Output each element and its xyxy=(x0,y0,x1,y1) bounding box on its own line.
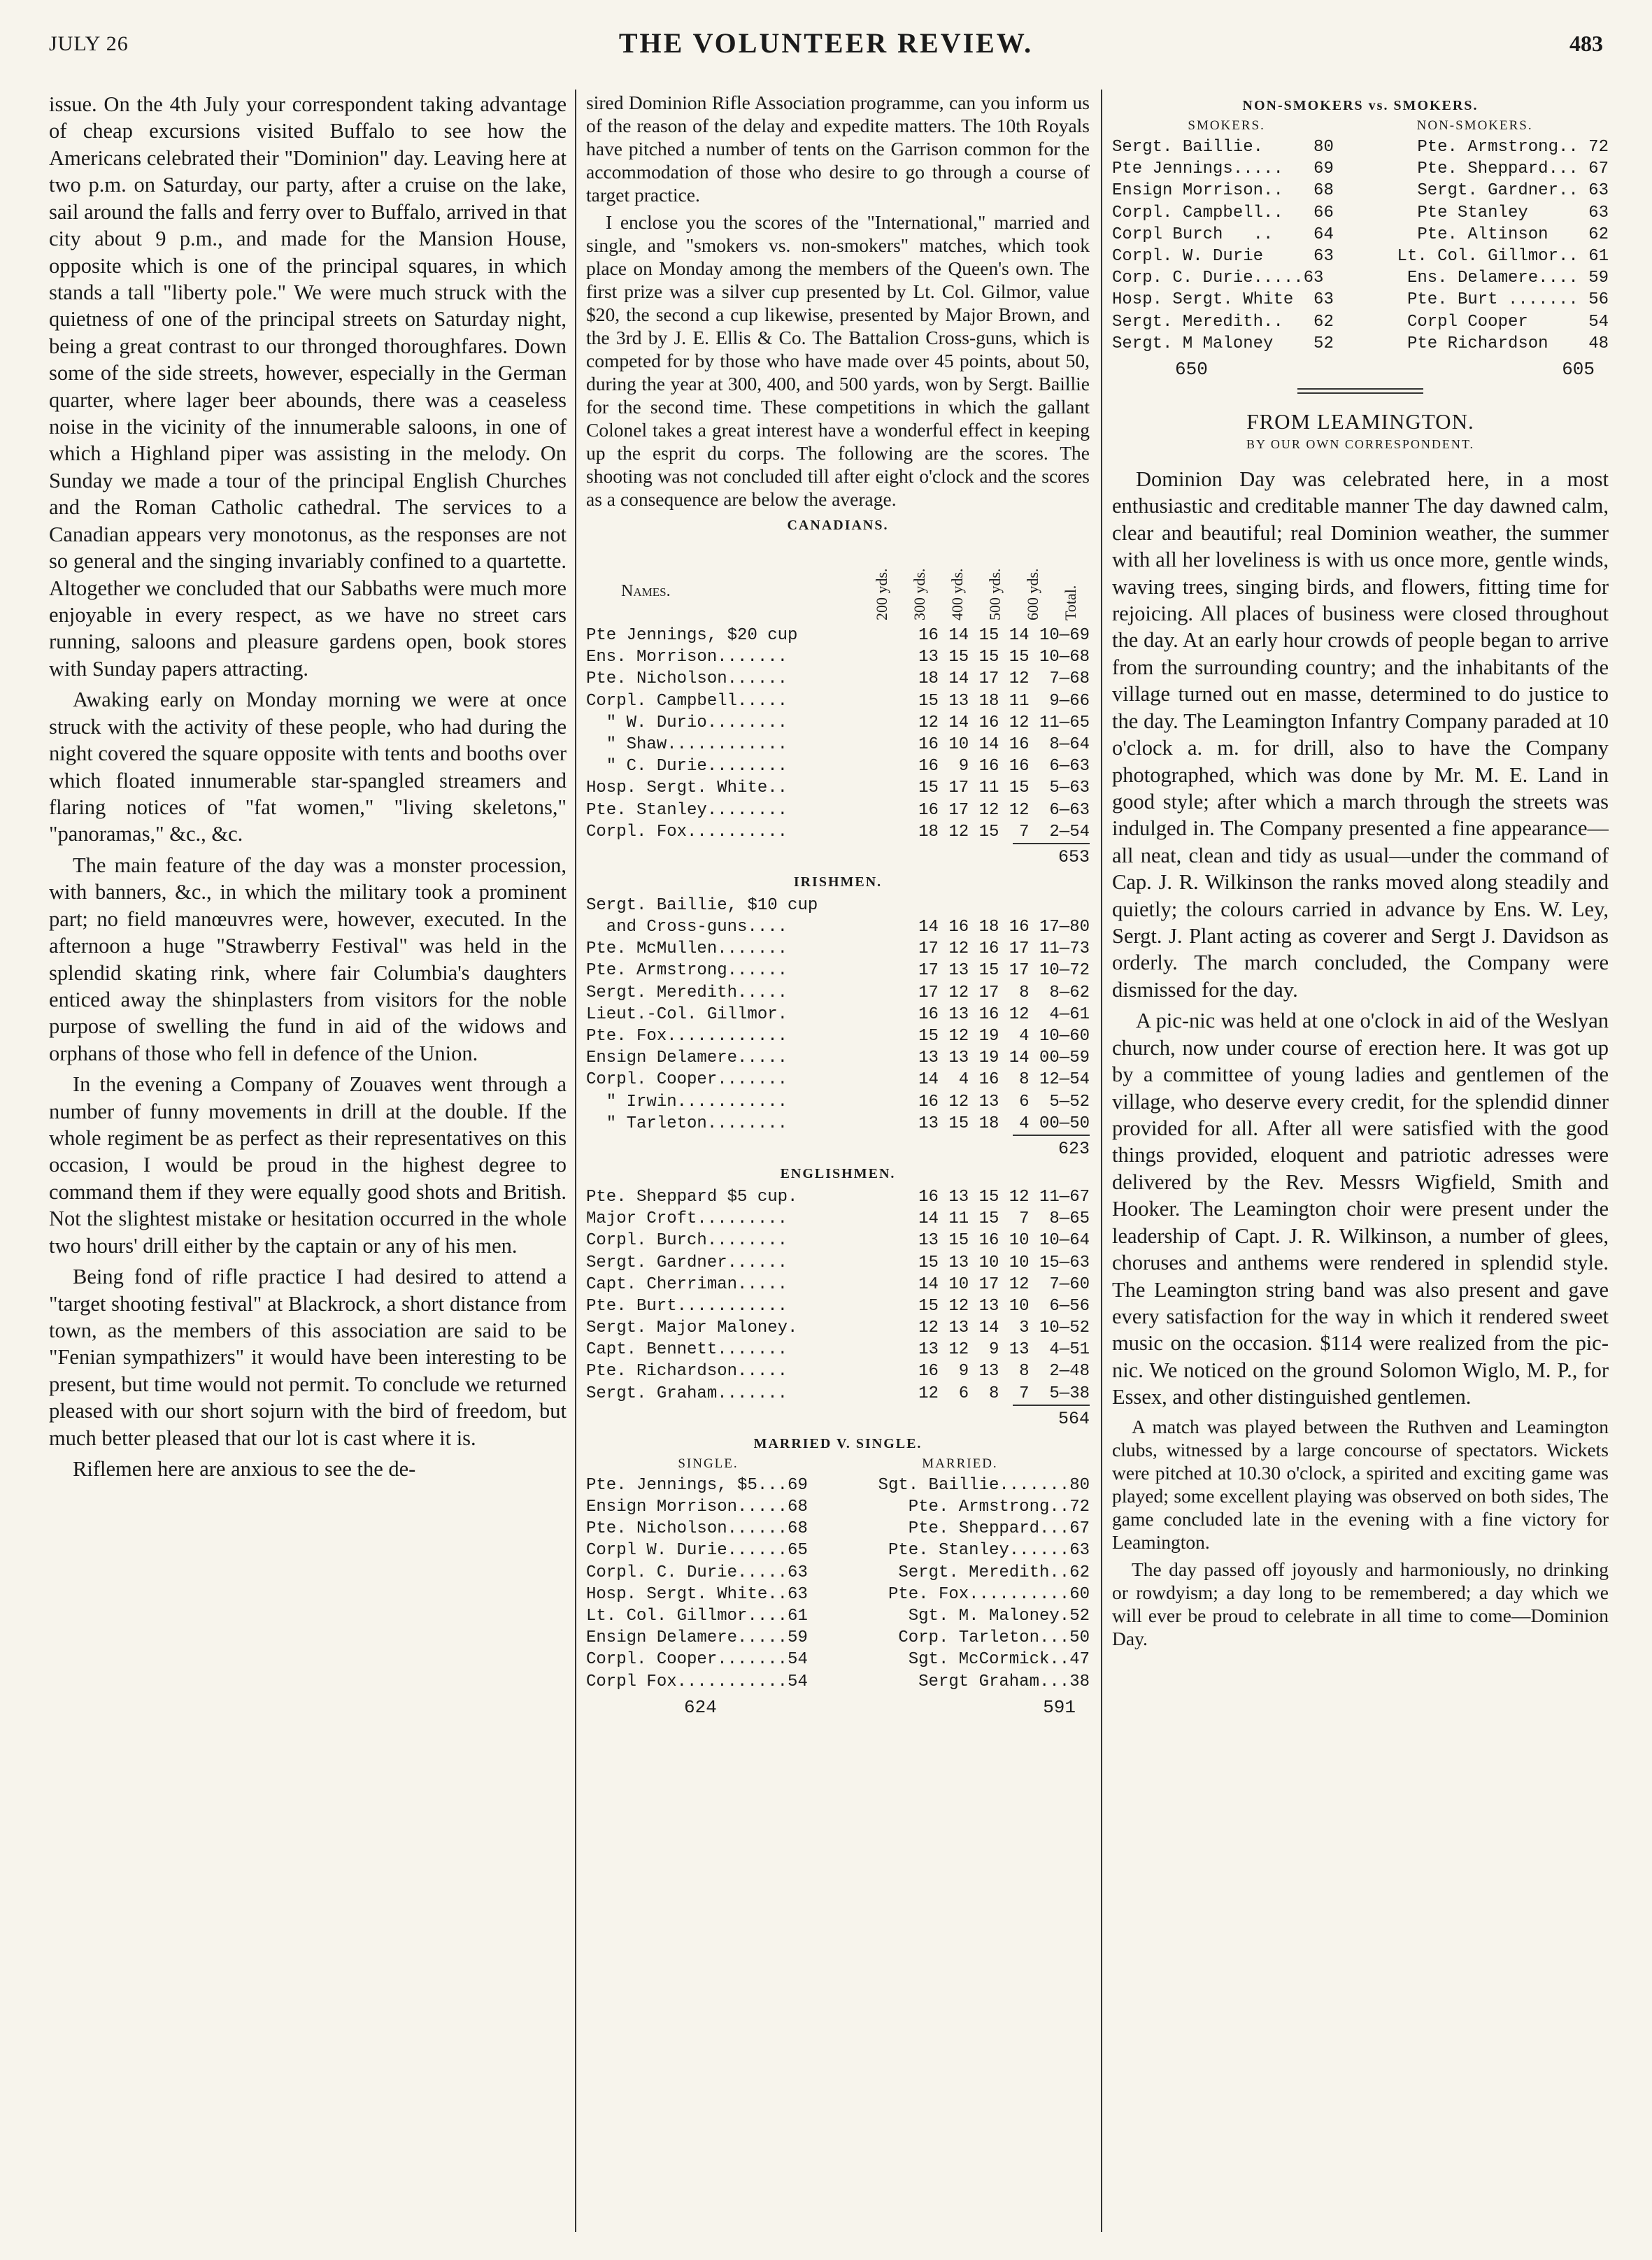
married-entry: Sgt. M. Maloney.52 xyxy=(908,1606,1090,1626)
table-row xyxy=(586,1584,1090,1605)
table-row xyxy=(1112,311,1609,333)
shooter-scores: 13 15 15 15 10—68 xyxy=(918,648,1090,667)
married-entry: Pte. Fox..........60 xyxy=(888,1584,1090,1604)
shooter-name: Sergt. Major Maloney. xyxy=(586,1319,798,1338)
shooter-name: Pte. Fox............ xyxy=(586,1027,788,1046)
table-title-canadians: CANADIANS. xyxy=(787,518,889,533)
range-header: 200 yds. xyxy=(873,568,890,620)
table-row xyxy=(586,1540,1090,1561)
shooter-scores: 15 12 13 10 6—56 xyxy=(918,1296,1090,1316)
married-entry: Pte. Sheppard...67 xyxy=(908,1519,1090,1539)
shooter-name: Lieut.-Col. Gillmor. xyxy=(586,1004,788,1024)
married-entry: Sergt. Meredith..62 xyxy=(898,1563,1090,1582)
table-title-englishmen: ENGLISHMEN. xyxy=(780,1165,896,1181)
shooter-scores: 15 12 19 4 10—60 xyxy=(918,1027,1090,1046)
shooter-name: Hosp. Sergt. White.. xyxy=(586,779,788,798)
shooter-name: " Tarleton........ xyxy=(586,1114,788,1133)
smokers-table xyxy=(1112,136,1609,355)
shooter-scores: 14 16 18 16 17—80 xyxy=(918,918,1090,937)
section-rule xyxy=(1297,388,1423,394)
table-row xyxy=(586,755,1090,777)
nonsmoker-entry: Pte Stanley 63 xyxy=(1417,203,1609,222)
nonsmoker-entry: Sergt. Gardner.. 63 xyxy=(1417,181,1609,201)
column-divider xyxy=(575,90,576,2232)
table-title-irishmen: IRISHMEN. xyxy=(793,874,883,890)
table-row xyxy=(586,1317,1090,1339)
canadians-table xyxy=(586,625,1090,843)
nonsmokers-total: 605 xyxy=(1562,358,1595,380)
table-row xyxy=(1112,136,1609,158)
single-entry: Corpl W. Durie......65 xyxy=(586,1541,808,1561)
team-total: 653 xyxy=(1013,843,1090,867)
shooter-scores: 15 13 10 10 15—63 xyxy=(918,1253,1090,1272)
shooter-name: " Irwin........... xyxy=(586,1092,788,1111)
table-row xyxy=(586,938,1090,960)
table-row xyxy=(586,734,1090,755)
single-entry: Lt. Col. Gillmor....61 xyxy=(586,1606,808,1626)
table-row xyxy=(1112,180,1609,201)
smoker-entry: Hosp. Sergt. White 63 xyxy=(1112,290,1334,310)
table-row xyxy=(586,1091,1090,1113)
table-row xyxy=(586,1671,1090,1693)
shooter-name: Capt. Bennett....... xyxy=(586,1340,788,1360)
shooter-name: Pte. Richardson..... xyxy=(586,1362,788,1381)
shooter-scores: 13 15 18 4 00—50 xyxy=(918,1114,1090,1133)
shooter-name: Corpl. Fox.......... xyxy=(586,822,788,841)
shooter-name: " C. Durie........ xyxy=(586,757,788,776)
table-row xyxy=(586,1047,1090,1069)
married-total: 591 xyxy=(1043,1696,1076,1718)
table-row xyxy=(1112,289,1609,311)
table-row xyxy=(586,1025,1090,1047)
team-total: 623 xyxy=(1013,1135,1090,1159)
shooter-name: Pte. Armstrong...... xyxy=(586,961,788,981)
nonsmoker-entry: Ens. Delamere.... 59 xyxy=(1407,269,1609,288)
shooter-scores: 14 4 16 8 12—54 xyxy=(918,1070,1090,1090)
table-row xyxy=(586,895,1090,916)
table-row xyxy=(1112,158,1609,180)
table-row xyxy=(586,960,1090,981)
shooter-name: Pte. McMullen....... xyxy=(586,939,788,959)
shooter-name: Capt. Cherriman..... xyxy=(586,1274,788,1294)
table-row xyxy=(586,799,1090,821)
shooter-name: Pte. Stanley........ xyxy=(586,800,788,820)
column-3 xyxy=(1112,91,1609,2218)
married-entry: Sgt. McCormick..47 xyxy=(908,1650,1090,1670)
table-row xyxy=(586,821,1090,843)
smoker-entry: Corp. C. Durie.....63 xyxy=(1112,269,1324,288)
shooter-name: Pte Jennings, $20 cup xyxy=(586,626,798,645)
table-row xyxy=(586,1627,1090,1649)
smokers-totals xyxy=(1112,355,1609,380)
single-entry: Pte. Jennings, $5...69 xyxy=(586,1475,808,1495)
table-row xyxy=(586,916,1090,938)
table-row xyxy=(586,668,1090,690)
table-row xyxy=(586,777,1090,799)
table-row xyxy=(586,1339,1090,1360)
article-paragraph: A match was played between the Ruthven and Leamington clubs, witnessed by a large concourse of spectators. Wickets were pitched at 10.30 o'clock, a spirited and exciting game was played; some excellent playing was observed on both sides, The game concluded late in the evening with a fine victory for Leamington. xyxy=(1112,1415,1609,1553)
shooter-scores: 12 13 14 3 10—52 xyxy=(918,1319,1090,1338)
range-header: 300 yds. xyxy=(911,568,928,620)
smoker-entry: Corpl. W. Durie 63 xyxy=(1112,246,1334,266)
table-row xyxy=(586,1295,1090,1317)
married-entry: Corp. Tarleton...50 xyxy=(898,1628,1090,1648)
table-row xyxy=(586,712,1090,734)
article-paragraph: The day passed off joyously and harmoniously, no drinking or rowdyism; a day long to be remembered; a day which we will ever be proud to celebrate in all time to come—Dominion Day. xyxy=(1112,1558,1609,1649)
range-header: Total. xyxy=(1062,585,1079,620)
single-entry: Ensign Morrison.....68 xyxy=(586,1498,808,1516)
team-total: 564 xyxy=(1013,1405,1090,1429)
single-entry: Corpl. C. Durie.....63 xyxy=(586,1563,808,1582)
irishmen-table xyxy=(586,895,1090,1135)
table-row xyxy=(586,690,1090,712)
table-row xyxy=(586,646,1090,668)
table-row xyxy=(586,1004,1090,1025)
shooter-name: Corpl. Cooper....... xyxy=(586,1070,788,1090)
shooter-name: Sergt. Meredith..... xyxy=(586,983,788,1002)
section-byline: BY OUR OWN CORRESPONDENT. xyxy=(1246,436,1474,451)
shooter-scores: 18 12 15 7 2—54 xyxy=(918,822,1090,841)
article-paragraph: issue. On the 4th July your correspondent taking advantage of cheap excursions visited Buffalo to see how the Americans celebrated their "Dominion" day. Leaving here at two p.m. on Saturday, our party, after a cruise on the lake, sail around the falls and ferry over to Buffalo, arrived in that city about 9 p.m., and made for the Mansion House, opposite which is one of the principal squares, in which stands a tall "liberty pole." We were much struck with the quietness of one of the principal streets on Saturday night, being a great contrast to our thronged thoroughfares. Down some of the side streets, however, especially in the German quarter, where lager beer abounds, there was a ceaseless noise in the vicinity of the innumerable saloons, in one of which a Highland piper was assisting in the melody. On Sunday we made a tour of the principal English Churches and the Roman Catholic cathedral. The services to a Canadian appears very monotonus, as the responses are not so general and the singing invariably confined to a quartette. Altogether we concluded that our Sabbaths were much more enjoyable in every respect, as we have no street cars running, saloons and pleasure gardens open, book stores with Sunday papers attracting. xyxy=(49,92,567,681)
nonsmoker-entry: Pte. Armstrong.. 72 xyxy=(1417,138,1609,157)
married-entry: Pte. Stanley......63 xyxy=(888,1541,1090,1561)
table-row xyxy=(586,1360,1090,1382)
table-row xyxy=(586,1113,1090,1135)
table-title-married-single: MARRIED V. SINGLE. xyxy=(753,1435,923,1451)
nonsmokers-label: NON-SMOKERS. xyxy=(1416,118,1533,133)
married-label: MARRIED. xyxy=(922,1456,998,1471)
article-paragraph: The main feature of the day was a monster procession, with banners, &c., in which the military took a prominent part; no field manœuvres were, however, executed. In the afternoon a huge "Strawberry Festival" was held in the splendid skating rink, where fair Columbia's daughters enticed away the shinplasters from visitors for the noble purpose of swelling the fund in aid of the widows and orphans of those who fell in defence of the Union. xyxy=(49,853,567,1065)
article-paragraph: Being fond of rifle practice I had desired to attend a "target shooting festival" at Blackrock, a short distance from town, as the members of this association are said to be "Fenian sympathizers" it would have been interesting to be present, but time would not permit. To conclude we returned pleased with our short sojurn with the bird of freedom, but much better pleased that our lot is cast where it is. xyxy=(49,1265,567,1450)
smoker-entry: Corpl Burch .. 64 xyxy=(1112,225,1334,244)
smoker-entry: Corpl. Campbell.. 66 xyxy=(1112,203,1334,222)
nonsmoker-entry: Pte. Sheppard... 67 xyxy=(1417,159,1609,179)
article-paragraph: A pic-nic was held at one o'clock in aid of the Weslyan church, now under course of erection here. It was got up by a committee of young ladies and gentlemen of the village, who deserve every credit, for the splendid dinner provided for all. After all were satisfied with the good things provided, eloquent and patriotic adresses were delivered by the Rev. Messrs Wigfield, Smith and Hooker. The Leamington choir were present under the leadership of Capt. J. R. Wilkinson, a number of glees, choruses and anthems were rendered in splendid style. The Leamington string band was also present and gave every satisfaction for the way in which it rendered sweet music on the occasion. $114 were realized from the pic-nic. We noticed on the ground Solomon Wiglo, M. P., for Essex, and other distinguished gentlemen. xyxy=(1112,1009,1609,1409)
shooter-name: Sergt. Gardner...... xyxy=(586,1253,788,1272)
article-paragraph: Dominion Day was celebrated here, in a most enthusiastic and creditable manner The day dawned calm, clear and beautiful; real Dominion weather, the summer with all her loveliness is with us once more, gentle winds, waving trees, singing birds, and flowers, fitting time for rejoicing. All places of business were closed throughout the day. At an early hour crowds of people began to arrive from the surrounding country; and the inhabitants of the village turned out en masse, determined to do justice to the day. The Leamington Infantry Company paraded at 10 o'clock a. m. for drill, also to have the Company photographed, which was done by Mr. M. E. Land in good style; after which a march through the streets was indulged in. The Company presented a fine appearance—all neat, clean and tidy as usual—under the command of Cap. J. R. Wilkinson the ranks moved along steadily and quietly; the colours carried in advance by Ens. W. Ley, Sergt. J. Plant acting as coverer and Sergt J. Davidson as orderly. The march concluded, the Company were dismissed for the day. xyxy=(1112,467,1609,1002)
smokers-label: SMOKERS. xyxy=(1188,118,1265,133)
article-paragraph: I enclose you the scores of the "International," married and single, and "smokers vs. non-smokers" matches, which took place on Monday among the members of the Queen's own. The first prize was a silver cup presented by Lt. Col. Gilmor, value $20, the second a cup likewise, presented by Major Brown, and the 3rd by J. E. Ellis & Co. The Battalion Cross-guns, which is competed for by those who have made over 45 points, about 50, during the year at 300, 400, and 500 yards, won by Sergt. Baillie for the second time. These competitions in which the gallant Colonel takes a great interest have a wonderful effect in keeping up the esprit du corps. The following are the scores. The shooting was not concluded till after eight o'clock and the scores as a consequence are below the average. xyxy=(586,211,1090,510)
single-label: SINGLE. xyxy=(678,1456,739,1471)
shooter-scores: 12 14 16 12 11—65 xyxy=(918,713,1090,732)
column-divider xyxy=(1101,90,1102,2232)
page-number: 483 xyxy=(1569,31,1603,56)
table-row xyxy=(586,1252,1090,1274)
shooter-name: Corpl. Burch........ xyxy=(586,1231,788,1251)
smoker-entry: Sergt. Meredith.. 62 xyxy=(1112,312,1334,332)
table-row xyxy=(1112,333,1609,355)
shooter-scores: 16 12 13 6 5—52 xyxy=(918,1092,1090,1111)
shooter-scores: 17 13 15 17 10—72 xyxy=(918,961,1090,981)
shooter-name: Major Croft......... xyxy=(586,1209,788,1229)
shooter-scores xyxy=(871,895,1090,916)
smoker-entry: Sergt. M Maloney 52 xyxy=(1112,334,1334,353)
shooter-scores: 15 13 18 11 9—66 xyxy=(918,691,1090,711)
table-row xyxy=(586,1383,1090,1405)
shooter-name: Ensign Delamere..... xyxy=(586,1049,788,1068)
shooter-scores: 13 13 19 14 00—59 xyxy=(918,1049,1090,1068)
single-entry: Pte. Nicholson......68 xyxy=(586,1519,808,1539)
names-header: Names. xyxy=(621,582,671,600)
shooter-scores: 16 14 15 14 10—69 xyxy=(918,626,1090,645)
shooter-scores: 16 9 13 8 2—48 xyxy=(918,1362,1090,1381)
table-row xyxy=(586,1069,1090,1090)
shooter-name: Pte. Nicholson...... xyxy=(586,669,788,689)
married-single-totals xyxy=(586,1693,1090,1718)
shooter-scores: 16 13 16 12 4—61 xyxy=(918,1004,1090,1024)
single-entry: Hosp. Sergt. White..63 xyxy=(586,1584,808,1604)
shooter-name: Pte. Sheppard $5 cup. xyxy=(586,1187,798,1207)
article-paragraph: In the evening a Company of Zouaves went through a number of funny movements in drill at the double. If the whole regiment be as perfect as their representatives on this occasion, I would be proud in the highest degree to command them if they were equally good shots and British. Not the slightest mistake or hesitation occurred in the whole two hours' drill either by the captain or any of his men. xyxy=(49,1072,567,1258)
shooter-name: and Cross-guns.... xyxy=(586,918,788,937)
table-row xyxy=(586,1562,1090,1584)
article-paragraph: Awaking early on Monday morning we were at once struck with the activity of these people, who had during the night covered the square opposite with tents and booths over which floated innumerable star-spangled streamers and flaring notices of "fat women," "living skeletons," "panoramas," &c., &c. xyxy=(49,688,567,846)
shooter-scores: 18 14 17 12 7—68 xyxy=(918,669,1090,689)
table-row xyxy=(586,1474,1090,1496)
single-total: 624 xyxy=(684,1696,717,1718)
shooter-name: Pte. Burt........... xyxy=(586,1296,788,1316)
single-entry: Corpl. Cooper.......54 xyxy=(586,1650,808,1670)
married-entry: Pte. Armstrong..72 xyxy=(908,1498,1090,1516)
shooter-name: Ens. Morrison....... xyxy=(586,648,788,667)
smoker-entry: Pte Jennings..... 69 xyxy=(1112,159,1334,179)
shooter-scores: 14 11 15 7 8—65 xyxy=(918,1209,1090,1229)
table-row xyxy=(586,1649,1090,1670)
table-row xyxy=(1112,202,1609,224)
married-entry: Sgt. Baillie.......80 xyxy=(878,1475,1090,1495)
range-header: 600 yds. xyxy=(1024,568,1041,620)
table-row xyxy=(586,625,1090,646)
table-row xyxy=(586,1605,1090,1627)
smoker-entry: Ensign Morrison.. 68 xyxy=(1112,181,1334,201)
table-row xyxy=(1112,267,1609,289)
range-header: 500 yds. xyxy=(986,568,1004,620)
issue-date: JULY 26 xyxy=(49,32,129,55)
shooter-name: " Shaw............ xyxy=(586,734,788,754)
table-row xyxy=(586,1230,1090,1251)
table-row xyxy=(1112,224,1609,246)
shooter-name: Sergt. Graham....... xyxy=(586,1384,788,1403)
score-column-headers xyxy=(586,538,1090,622)
smokers-subheads xyxy=(1112,118,1609,134)
table-row xyxy=(1112,246,1609,267)
smokers-total: 650 xyxy=(1175,358,1208,380)
table-row xyxy=(586,1518,1090,1540)
article-paragraph: Riflemen here are anxious to see the de- xyxy=(73,1457,416,1481)
page-header xyxy=(49,27,1603,76)
single-entry: Ensign Delamere.....59 xyxy=(586,1628,808,1648)
range-header: 400 yds. xyxy=(948,568,966,620)
table-row xyxy=(586,1208,1090,1230)
table-row xyxy=(586,1274,1090,1295)
masthead-title: THE VOLUNTEER REVIEW. xyxy=(618,27,1034,59)
shooter-scores: 17 12 16 17 11—73 xyxy=(918,939,1090,959)
shooter-scores: 13 15 16 10 10—64 xyxy=(918,1231,1090,1251)
englishmen-table xyxy=(586,1186,1090,1405)
nonsmoker-entry: Pte. Burt ....... 56 xyxy=(1407,290,1609,310)
shooter-name: Sergt. Baillie, $10 cup xyxy=(586,895,818,915)
shooter-scores: 17 12 17 8 8—62 xyxy=(918,983,1090,1002)
section-title: FROM LEAMINGTON. xyxy=(1246,408,1474,434)
shooter-scores: 16 17 12 12 6—63 xyxy=(918,800,1090,820)
nonsmoker-entry: Pte. Altinson 62 xyxy=(1417,225,1609,244)
shooter-scores: 15 17 11 15 5—63 xyxy=(918,779,1090,798)
married-single-subheads xyxy=(586,1456,1090,1472)
shooter-scores: 16 10 14 16 8—64 xyxy=(918,734,1090,754)
nonsmoker-entry: Pte Richardson 48 xyxy=(1407,334,1609,353)
smoker-entry: Sergt. Baillie. 80 xyxy=(1112,138,1334,157)
married-entry: Sergt Graham...38 xyxy=(918,1672,1090,1691)
column-1 xyxy=(49,91,567,2218)
shooter-scores: 12 6 8 7 5—38 xyxy=(918,1384,1090,1403)
table-title-smokers: NON-SMOKERS vs. SMOKERS. xyxy=(1242,98,1479,113)
shooter-scores: 16 13 15 12 11—67 xyxy=(918,1187,1090,1207)
article-paragraph: sired Dominion Rifle Association programme, can you inform us of the reason of the delay and expedite matters. The 10th Royals have pitched a number of tents on the Garrison common for the accommodation of those who desire to go through a course of target practice. xyxy=(586,92,1090,206)
married-single-table xyxy=(586,1474,1090,1693)
shooter-scores: 16 9 16 16 6—63 xyxy=(918,757,1090,776)
table-row xyxy=(586,982,1090,1004)
shooter-scores: 13 12 9 13 4—51 xyxy=(918,1340,1090,1360)
shooter-scores: 14 10 17 12 7—60 xyxy=(918,1274,1090,1294)
nonsmoker-entry: Corpl Cooper 54 xyxy=(1407,312,1609,332)
table-row xyxy=(586,1496,1090,1518)
shooter-name: Corpl. Campbell..... xyxy=(586,691,788,711)
single-entry: Corpl Fox...........54 xyxy=(586,1672,808,1691)
table-row xyxy=(586,1186,1090,1208)
shooter-name: " W. Durio........ xyxy=(586,713,788,732)
nonsmoker-entry: Lt. Col. Gillmor.. 61 xyxy=(1397,246,1609,266)
column-2 xyxy=(586,91,1090,2218)
